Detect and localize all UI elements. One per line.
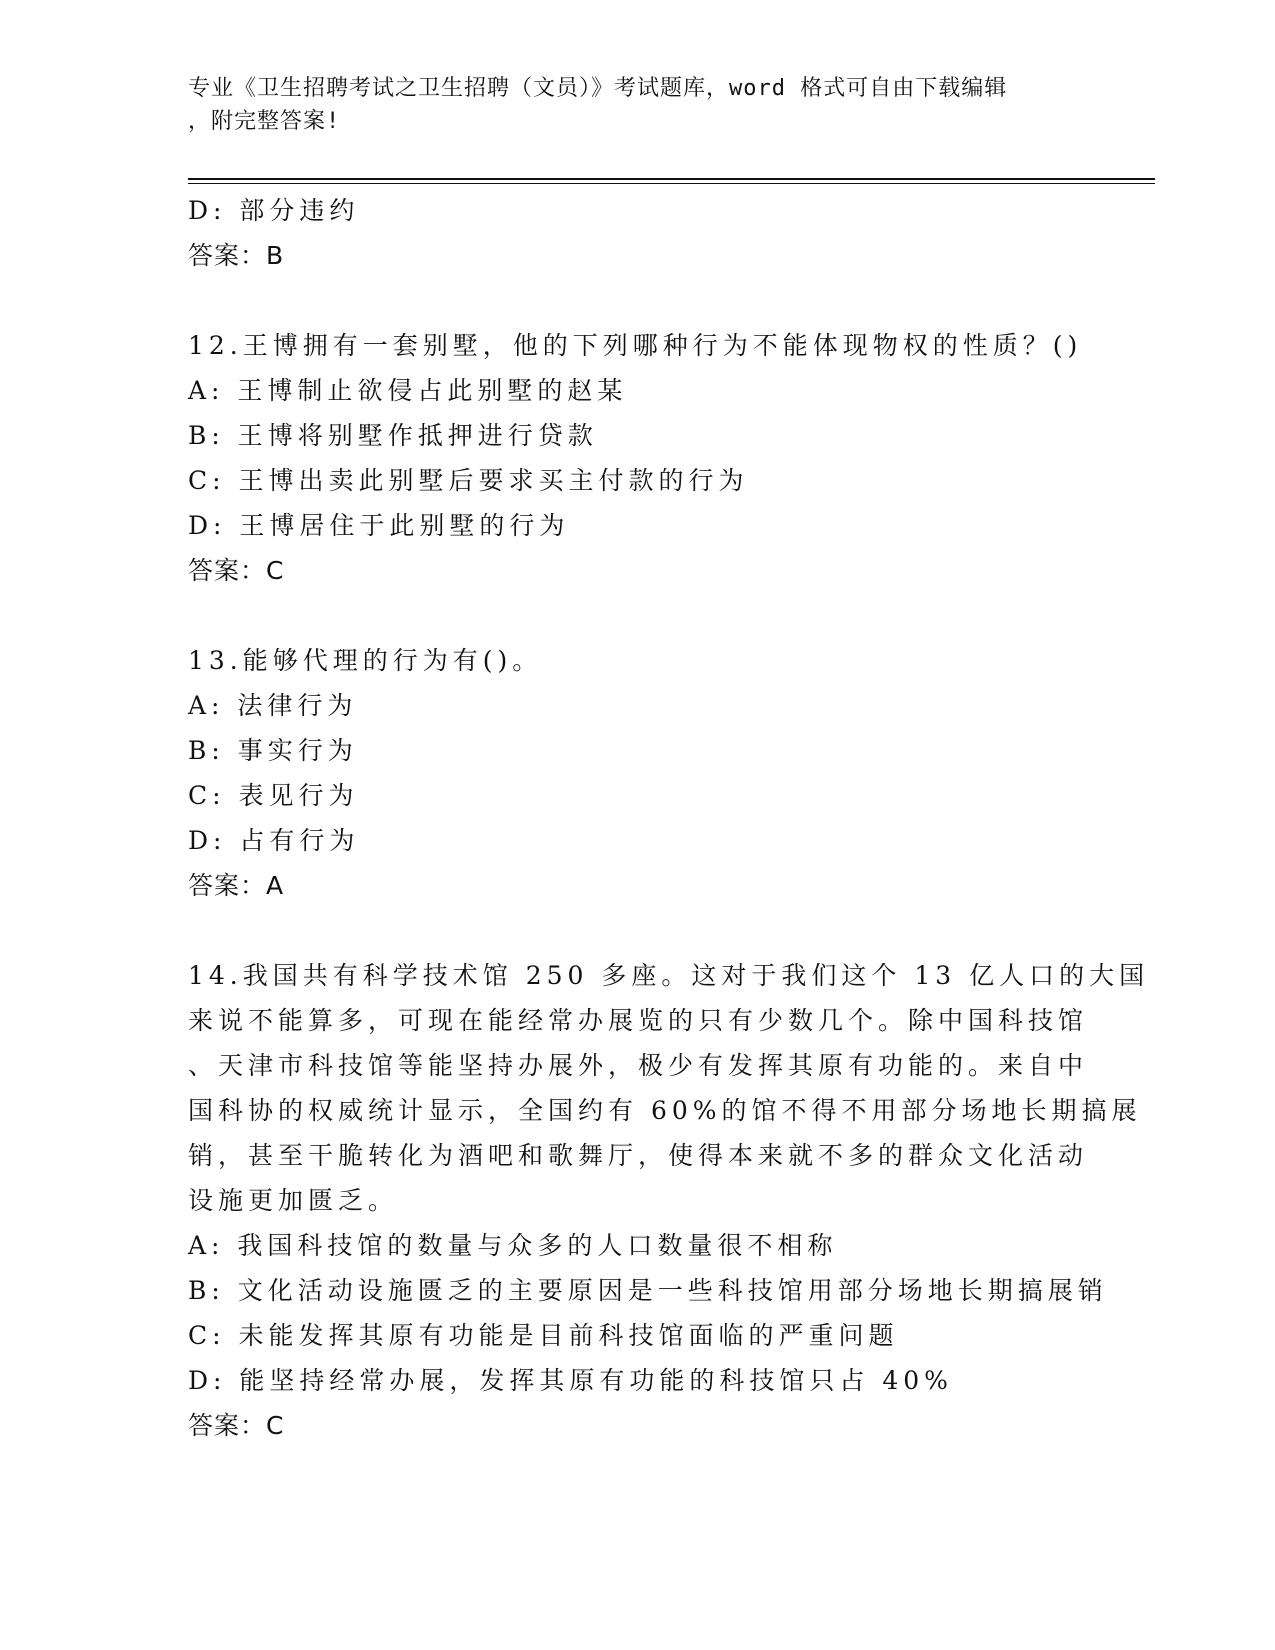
spacer	[188, 593, 1088, 638]
header-line-1: 专业《卫生招聘考试之卫生招聘（文员）》考试题库，word 格式可自由下载编辑	[188, 76, 1008, 101]
option-b: B: 王博将别墅作抵押进行贷款	[188, 421, 598, 450]
option-c: C: 表见行为	[188, 781, 359, 810]
option-d: D: 占有行为	[188, 826, 360, 855]
question-12	[188, 323, 1088, 593]
question-stem-line-3: 、天津市科技馆等能坚持办展外，极少有发挥其原有功能的。来自中	[188, 1051, 1089, 1080]
option-a: A: 法律行为	[188, 691, 358, 720]
question-11-tail	[188, 188, 1088, 278]
question-stem-line-6: 设施更加匮乏。	[188, 1186, 399, 1215]
answer: 答案：B	[188, 241, 285, 270]
option-b: B: 事实行为	[188, 736, 358, 765]
question-14	[188, 953, 1150, 1448]
option-c: C: 王博出卖此别墅后要求买主付款的行为	[188, 466, 749, 495]
option-d: D: 能坚持经常办展，发挥其原有功能的科技馆只占 40%	[188, 1366, 953, 1395]
question-stem-line-1: 14.我国共有科学技术馆 250 多座。这对于我们这个 13 亿人口的大国	[188, 961, 1150, 990]
header-rule-thick	[188, 178, 1155, 180]
question-stem-line-4: 国科协的权威统计显示，全国约有 60%的馆不得不用部分场地长期搞展	[188, 1096, 1142, 1125]
question-stem: 12.王博拥有一套别墅，他的下列哪种行为不能体现物权的性质？()	[188, 331, 1083, 360]
option-d: D: 部分违约	[188, 196, 360, 225]
document-header	[188, 72, 1088, 138]
spacer	[188, 908, 1088, 953]
option-a: A: 我国科技馆的数量与众多的人口数量很不相称	[188, 1231, 838, 1260]
header-line-2: ，附完整答案!	[188, 109, 341, 134]
option-c: C: 未能发挥其原有功能是目前科技馆面临的严重问题	[188, 1321, 899, 1350]
answer: 答案：C	[188, 1411, 285, 1440]
header-rule-thin	[188, 183, 1155, 184]
question-13	[188, 638, 1088, 908]
spacer	[188, 278, 1088, 323]
answer: 答案：C	[188, 556, 285, 585]
option-d: D: 王博居住于此别墅的行为	[188, 511, 570, 540]
answer: 答案：A	[188, 871, 285, 900]
question-list	[188, 188, 1150, 1448]
option-b: B: 文化活动设施匮乏的主要原因是一些科技馆用部分场地长期搞展销	[188, 1276, 1108, 1305]
question-stem-line-2: 来说不能算多，可现在能经常办展览的只有少数几个。除中国科技馆	[188, 1006, 1089, 1035]
option-a: A: 王博制止欲侵占此别墅的赵某	[188, 376, 628, 405]
question-stem: 13.能够代理的行为有()。	[188, 646, 543, 675]
question-stem-line-5: 销，甚至干脆转化为酒吧和歌舞厅，使得本来就不多的群众文化活动	[188, 1141, 1089, 1170]
